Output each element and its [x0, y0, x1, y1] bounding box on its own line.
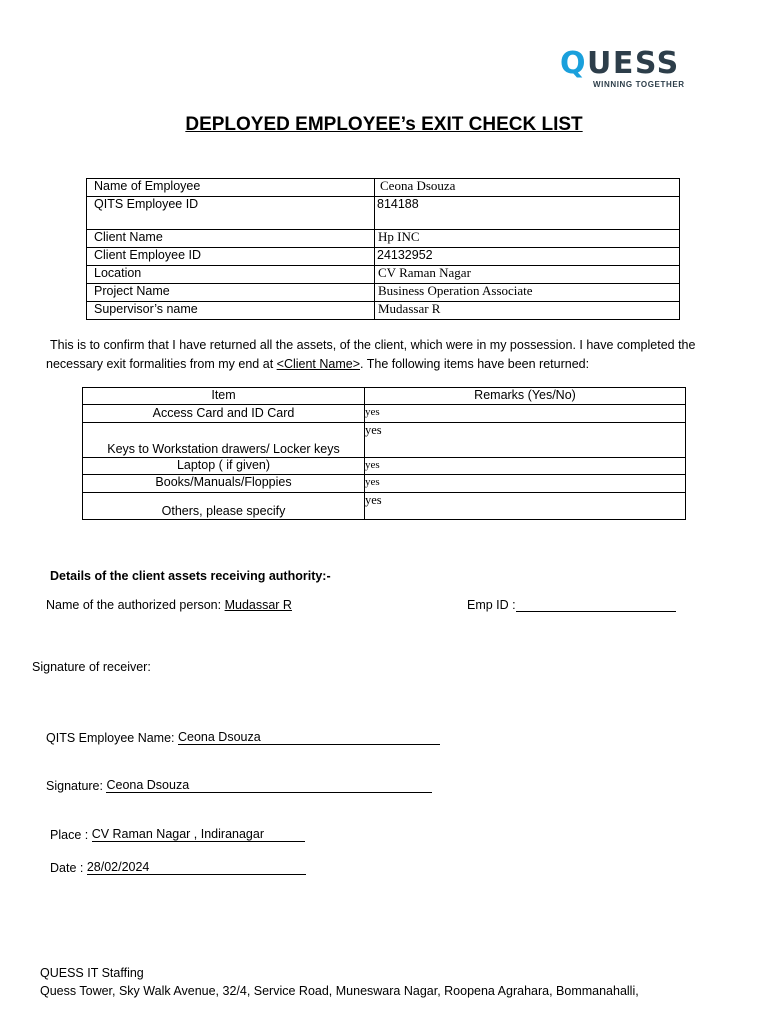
item-name: Others, please specify [83, 493, 365, 520]
table-row [87, 284, 680, 302]
footer-company: QUESS IT Staffing [40, 966, 144, 980]
row-label: Project Name [87, 284, 375, 302]
row-label: Client Employee ID [87, 248, 375, 266]
row-label: Location [87, 266, 375, 284]
place-value: CV Raman Nagar , Indiranagar [92, 827, 305, 842]
row-value: 24132952 [375, 248, 680, 266]
emp-id-line: Emp ID : [467, 598, 676, 612]
item-remark: yes [365, 405, 686, 423]
confirmation-paragraph: This is to confirm that I have returned all the assets, of the client, which were in my possession. I have completed the necessary exit formalities from my end at <Client Name>. The following items have been returned: [46, 338, 696, 371]
table-row [87, 197, 680, 230]
employee-details-table [86, 178, 680, 320]
table-row [83, 475, 686, 493]
table-row [87, 302, 680, 320]
authorized-person-line: Name of the authorized person: Mudassar R [46, 598, 292, 612]
row-value: 814188 [375, 197, 680, 230]
row-label: Supervisor’s name [87, 302, 375, 320]
signature-receiver-label: Signature of receiver: [32, 660, 151, 674]
table-row [87, 248, 680, 266]
row-value: CV Raman Nagar [375, 266, 680, 284]
item-remark: yes [365, 493, 686, 520]
page-title: DEPLOYED EMPLOYEE’s EXIT CHECK LIST [185, 114, 583, 135]
item-remark: yes [365, 458, 686, 475]
table-header-row [83, 388, 686, 405]
table-row [83, 405, 686, 423]
table-row [83, 458, 686, 475]
row-label: Name of Employee [87, 179, 375, 197]
date-line: Date : 28/02/2024 [50, 860, 306, 875]
row-label: QITS Employee ID [87, 197, 375, 230]
item-name: Books/Manuals/Floppies [83, 475, 365, 493]
client-name-placeholder: <Client Name> [276, 357, 361, 371]
item-remark: yes [365, 475, 686, 493]
footer-address: Quess Tower, Sky Walk Avenue, 32/4, Service Road, Muneswara Nagar, Roopena Agrahara, Bommanahalli, [40, 984, 639, 998]
returned-items-table [82, 387, 686, 520]
qits-employee-name-line: QITS Employee Name: Ceona Dsouza [46, 730, 440, 745]
table-row [87, 266, 680, 284]
header-remarks: Remarks (Yes/No) [365, 388, 686, 405]
date-value: 28/02/2024 [87, 860, 306, 875]
item-name: Keys to Workstation drawers/ Locker keys [83, 423, 365, 458]
logo-wordmark: QUESS [560, 46, 680, 81]
quess-logo [560, 48, 695, 92]
item-name: Access Card and ID Card [83, 405, 365, 423]
table-row [83, 493, 686, 520]
table-row [83, 423, 686, 458]
table-row [87, 230, 680, 248]
item-name: Laptop ( if given) [83, 458, 365, 475]
footer [40, 964, 639, 1000]
authorized-person-value: Mudassar R [224, 598, 292, 612]
signature-value: Ceona Dsouza [106, 778, 432, 793]
header-item: Item [83, 388, 365, 405]
row-value: Hp INC [375, 230, 680, 248]
row-value: Ceona Dsouza [375, 179, 680, 197]
place-line: Place : CV Raman Nagar , Indiranagar [50, 827, 305, 842]
emp-id-value [516, 598, 676, 612]
row-value: Mudassar R [375, 302, 680, 320]
logo-tagline: WINNING TOGETHER [593, 80, 685, 89]
authority-heading: Details of the client assets receiving authority:- [50, 569, 331, 583]
item-remark: yes [365, 423, 686, 458]
row-value: Business Operation Associate [375, 284, 680, 302]
row-label: Client Name [87, 230, 375, 248]
qits-employee-name-value: Ceona Dsouza [178, 730, 440, 745]
table-row [87, 179, 680, 197]
signature-line: Signature: Ceona Dsouza [46, 778, 432, 793]
